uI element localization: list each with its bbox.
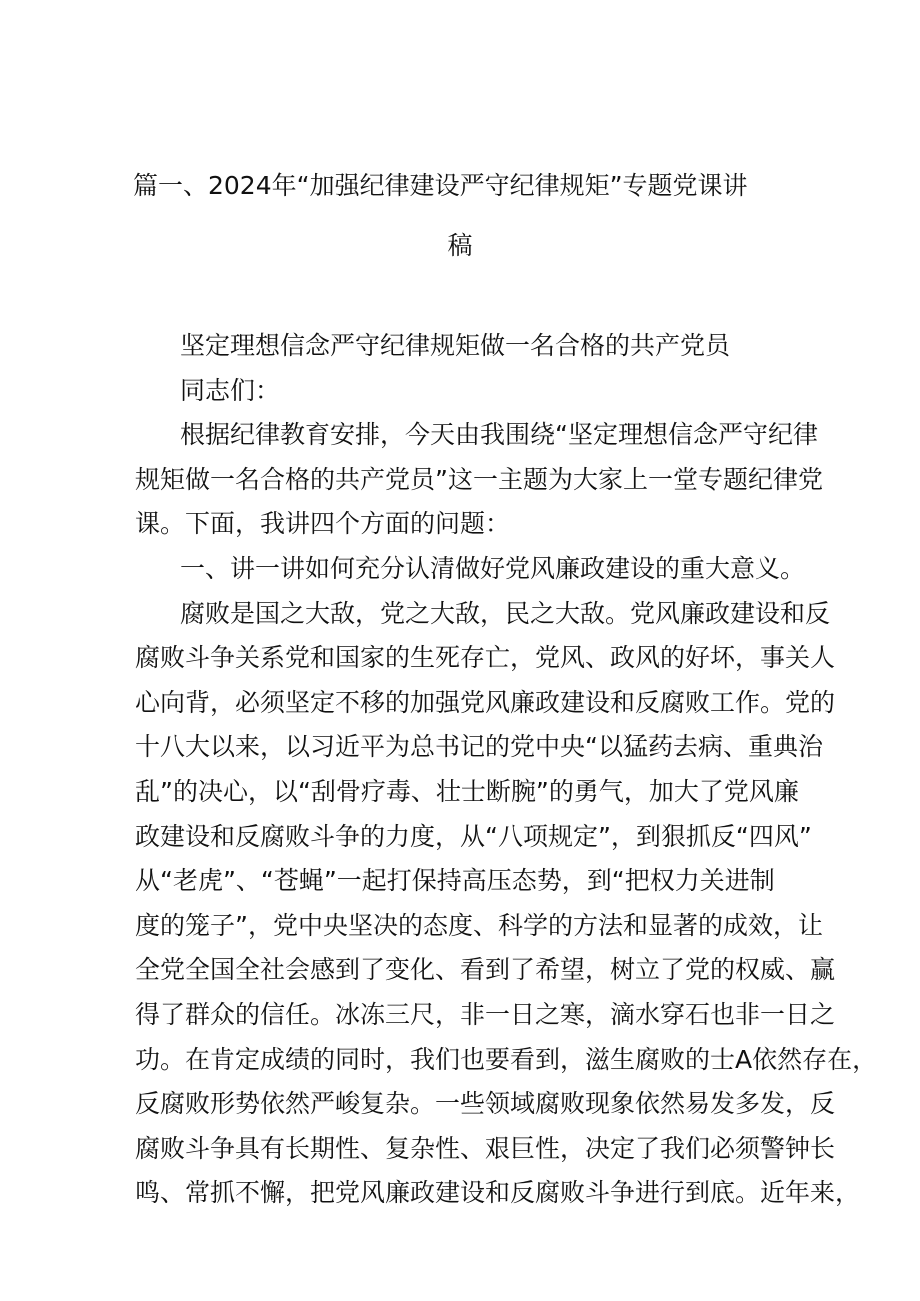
- paragraph-line: 乱”的决心，以“刮骨疗毒、壮士断腕”的勇气，加大了党风廉: [135, 776, 799, 806]
- paragraph-line: 全党全国全社会感到了变化、看到了希望，树立了党的权威、赢: [135, 955, 836, 985]
- paragraph-line: 腐败是国之大敌，党之大敌，民之大敌。党风廉政建设和反: [180, 598, 831, 628]
- document-title-line-2: 稿: [447, 231, 473, 260]
- section-heading: 一、讲一讲如何充分认清做好党风廉政建设的重大意义。: [180, 553, 806, 583]
- paragraph-line: 心向背，必须坚定不移的加强党风廉政建设和反腐败工作。党的: [135, 687, 836, 717]
- paragraph-line: 反腐败形势依然严峻复杂。一些领域腐败现象依然易发多发，反: [135, 1089, 836, 1119]
- paragraph-line: 根据纪律教育安排，今天由我围绕“坚定理想信念严守纪律: [180, 420, 818, 450]
- paragraph-line: 得了群众的信任。冰冻三尺，非一日之寒，滴水穿石也非一日之: [135, 999, 836, 1029]
- paragraph-line: 度的笼子”，党中央坚决的态度、科学的方法和显著的成效，让: [135, 910, 823, 940]
- paragraph-line: 腐败斗争关系党和国家的生死存亡，党风、政风的好坏，事关人: [135, 643, 836, 673]
- paragraph-line: 从“老虎”、“苍蝇”一起打保持高压态势，到“把权力关进制: [135, 866, 775, 896]
- paragraph-line: 政建设和反腐败斗争的力度，从“八项规定”，到狠抓反“四风”: [135, 821, 812, 851]
- paragraph-line: 十八大以来，以习近平为总书记的党中央“以猛药去病、重典治: [135, 732, 823, 762]
- paragraph-line: 鸣、常抓不懈，把党风廉政建设和反腐败斗争进行到底。近年来，: [135, 1178, 861, 1208]
- document-title-line-1: 篇一、2024年“加强纪律建设严守纪律规矩”专题党课讲: [133, 171, 748, 200]
- document-body: [135, 324, 878, 1216]
- paragraph-line: 课。下面，我讲四个方面的问题：: [135, 509, 511, 539]
- salutation: 同志们：: [180, 375, 281, 405]
- paragraph-line: 功。在肯定成绩的同时，我们也要看到，滋生腐败的士A依然存在，: [135, 1044, 878, 1074]
- subtitle: 坚定理想信念严守纪律规矩做一名合格的共产党员: [180, 331, 731, 360]
- paragraph-line: 规矩做一名合格的共产党员”这一主题为大家上一堂专题纪律党: [135, 464, 823, 494]
- paragraph-line: 腐败斗争具有长期性、复杂性、艰巨性，决定了我们必须警钟长: [135, 1133, 836, 1163]
